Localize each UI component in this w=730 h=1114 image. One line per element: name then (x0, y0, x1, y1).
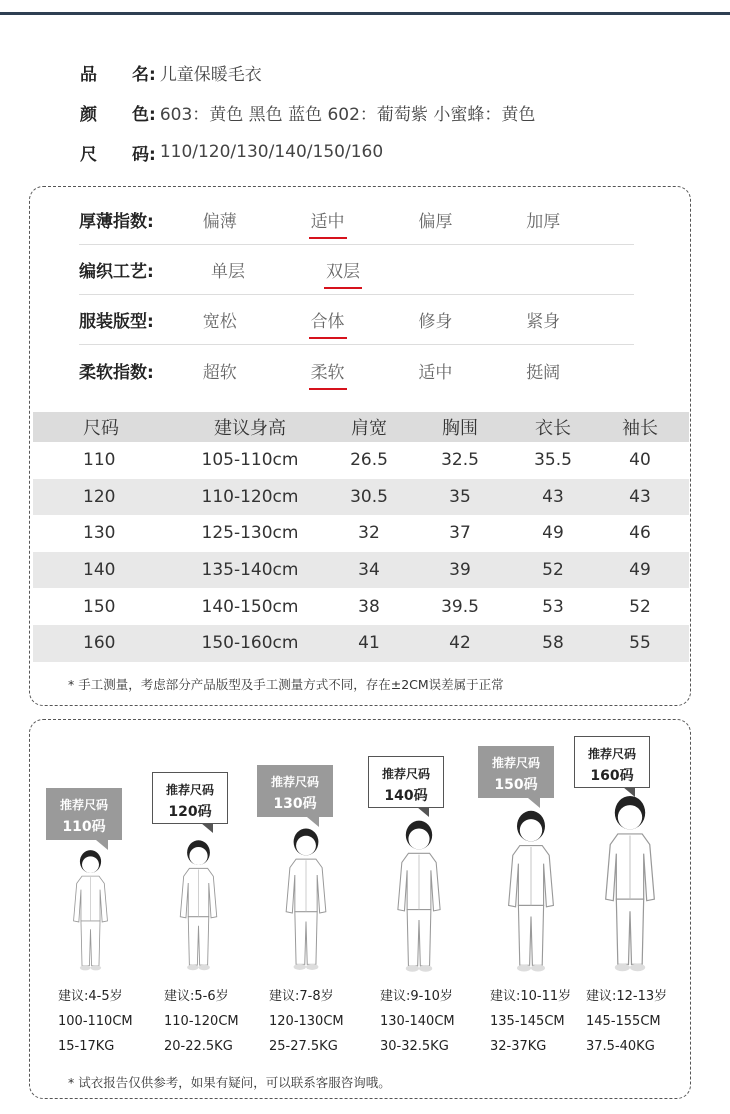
size-table-cell: 135-140cm (201, 560, 299, 581)
tag-size: 150码 (494, 777, 538, 793)
product-color-row (80, 92, 535, 132)
size-table-cell: 43 (629, 486, 651, 507)
attribute-row (79, 295, 634, 345)
attribute-option-selected: 柔软 (311, 358, 419, 383)
tag-title: 推荐尺码 (381, 767, 430, 781)
size-table-cell: 160 (83, 633, 116, 654)
size-table-cell: 110-120cm (201, 486, 299, 507)
attribute-label: 编织工艺: (79, 262, 154, 282)
size-table-cell: 58 (542, 633, 564, 654)
size-table-cell: 32 (358, 523, 380, 544)
attribute-label: 厚薄指数: (79, 212, 154, 232)
header-shoulder: 肩宽 (351, 418, 387, 439)
recommended-size-tag (574, 736, 650, 788)
size-table-cell: 32.5 (441, 450, 479, 471)
child-figure-icon (275, 826, 337, 973)
tag-size: 160码 (590, 768, 634, 784)
size-table-cell: 120 (83, 486, 116, 507)
child-figure-icon (496, 808, 566, 975)
attribute-option-selected: 合体 (311, 307, 419, 332)
recommended-size-tag (368, 756, 444, 808)
attribute-option: 宽松 (202, 312, 237, 332)
tag-title: 推荐尺码 (270, 775, 319, 789)
child-info (586, 984, 667, 1059)
child-info (380, 984, 455, 1059)
product-size-key: 尺 (80, 144, 125, 165)
size-table-cell: 110 (83, 450, 116, 471)
product-name-row (80, 52, 535, 92)
size-table-row (33, 552, 689, 589)
attribute-row (79, 195, 634, 245)
header-chest: 胸围 (442, 418, 478, 439)
attribute-label: 柔软指数: (79, 362, 154, 383)
size-table-cell: 140-150cm (201, 596, 299, 617)
attribute-option: 适中 (418, 362, 453, 383)
child-figure-icon (170, 838, 227, 973)
size-table-cell: 140 (83, 560, 116, 581)
size-table-cell: 49 (629, 560, 651, 581)
tag-title: 推荐尺码 (165, 783, 214, 797)
recommended-size-tag (46, 788, 122, 840)
child-height: 120-130CM (269, 1014, 344, 1029)
header-size: 尺码 (83, 418, 119, 439)
attribute-option: 加厚 (526, 212, 561, 232)
size-table-cell: 26.5 (350, 450, 388, 471)
size-table-header (33, 412, 689, 442)
child-age: 建议:7-8岁 (269, 989, 334, 1004)
attribute-option: 超软 (202, 362, 237, 383)
size-table-cell: 105-110cm (201, 450, 299, 471)
size-table-cell: 150-160cm (201, 633, 299, 654)
recommended-size-tag (478, 746, 554, 798)
tag-title: 推荐尺码 (59, 798, 108, 812)
child-age: 建议:4-5岁 (58, 989, 123, 1004)
child-height: 100-110CM (58, 1014, 133, 1029)
child-weight: 32-37KG (490, 1039, 547, 1054)
recommended-size-tag (257, 765, 333, 817)
size-table-row (33, 479, 689, 516)
size-table-cell: 41 (358, 633, 380, 654)
child-info (490, 984, 571, 1059)
product-size-row (80, 132, 535, 172)
attribute-option-selected: 双层 (326, 257, 441, 282)
tag-size: 140码 (384, 788, 428, 804)
size-table-cell: 49 (542, 523, 564, 544)
attribute-row (79, 245, 634, 295)
size-table-cell: 130 (83, 523, 116, 544)
product-name-value: 儿童保暖毛衣 (159, 64, 262, 85)
size-table-cell: 42 (449, 633, 471, 654)
tag-title: 推荐尺码 (491, 756, 540, 770)
product-info (80, 52, 535, 172)
child-height: 145-155CM (586, 1014, 661, 1029)
tag-size: 130码 (273, 796, 317, 812)
child-age: 建议:5-6岁 (164, 989, 229, 1004)
size-table-cell: 39.5 (441, 596, 479, 617)
tag-size: 110码 (62, 819, 106, 835)
size-table-row (33, 625, 689, 662)
tag-title: 推荐尺码 (587, 747, 636, 761)
size-table-cell: 150 (83, 596, 116, 617)
measurement-note: * 手工测量，考虑部分产品版型及手工测量方式不同，存在±2CM误差属于正常 (68, 677, 504, 692)
size-table-cell: 37 (449, 523, 471, 544)
child-weight: 30-32.5KG (380, 1039, 449, 1054)
attribute-option: 紧身 (526, 312, 561, 332)
child-weight: 15-17KG (58, 1039, 115, 1054)
attribute-option: 修身 (418, 312, 453, 332)
size-table (33, 412, 689, 662)
size-table-cell: 55 (629, 633, 651, 654)
product-color-key2: 色: (132, 104, 156, 125)
attribute-option: 挺阔 (526, 362, 561, 383)
product-size-key2: 码: (132, 144, 156, 165)
child-figure-icon (64, 848, 117, 973)
product-name-key: 品 (80, 64, 125, 85)
child-info (269, 984, 344, 1059)
fitting-note: * 试衣报告仅供参考，如果有疑问，可以联系客服咨询哦。 (68, 1075, 391, 1090)
child-info (164, 984, 239, 1059)
attribute-option: 偏厚 (418, 212, 453, 232)
attribute-option-selected: 适中 (311, 207, 419, 232)
size-table-cell: 34 (358, 560, 380, 581)
recommended-size-tag (152, 772, 228, 824)
child-weight: 37.5-40KG (586, 1039, 655, 1054)
size-table-cell: 35.5 (534, 450, 572, 471)
size-table-cell: 52 (629, 596, 651, 617)
product-color-value: 603：黄色 黑色 蓝色 602：葡萄紫 小蜜蜂：黄色 (159, 104, 536, 125)
child-age: 建议:10-11岁 (490, 989, 572, 1004)
size-table-cell: 35 (449, 486, 471, 507)
attribute-row (79, 345, 634, 395)
child-age: 建议:9-10岁 (380, 989, 453, 1004)
product-color-key: 颜 (80, 104, 125, 125)
size-table-cell: 39 (449, 560, 471, 581)
size-table-body (33, 442, 689, 662)
size-table-cell: 38 (358, 596, 380, 617)
product-name-key2: 名: (132, 64, 156, 85)
size-table-cell: 43 (542, 486, 564, 507)
size-table-cell: 125-130cm (201, 523, 299, 544)
child-figure-icon (386, 818, 452, 975)
child-age: 建议:12-13岁 (586, 989, 668, 1004)
size-table-cell: 46 (629, 523, 651, 544)
header-height: 建议身高 (214, 418, 286, 439)
product-size-value: 110/120/130/140/150/160 (159, 142, 384, 162)
size-table-cell: 40 (629, 450, 651, 471)
child-height: 130-140CM (380, 1014, 455, 1029)
size-table-row (33, 515, 689, 552)
attribute-label: 服装版型: (79, 312, 154, 332)
attribute-option: 单层 (211, 262, 245, 282)
size-table-row (33, 588, 689, 625)
header-sleeve: 袖长 (622, 418, 658, 439)
tag-size: 120码 (168, 804, 212, 820)
child-height: 110-120CM (164, 1014, 239, 1029)
child-height: 135-145CM (490, 1014, 565, 1029)
top-divider-line (0, 12, 730, 15)
size-table-cell: 52 (542, 560, 564, 581)
child-info (58, 984, 133, 1059)
child-weight: 20-22.5KG (164, 1039, 233, 1054)
child-weight: 25-27.5KG (269, 1039, 338, 1054)
child-figure-icon (592, 793, 668, 975)
size-table-row (33, 442, 689, 479)
attribute-option: 偏薄 (202, 212, 237, 232)
header-length: 衣长 (535, 418, 571, 439)
size-table-cell: 53 (542, 596, 564, 617)
size-table-cell: 30.5 (350, 486, 388, 507)
